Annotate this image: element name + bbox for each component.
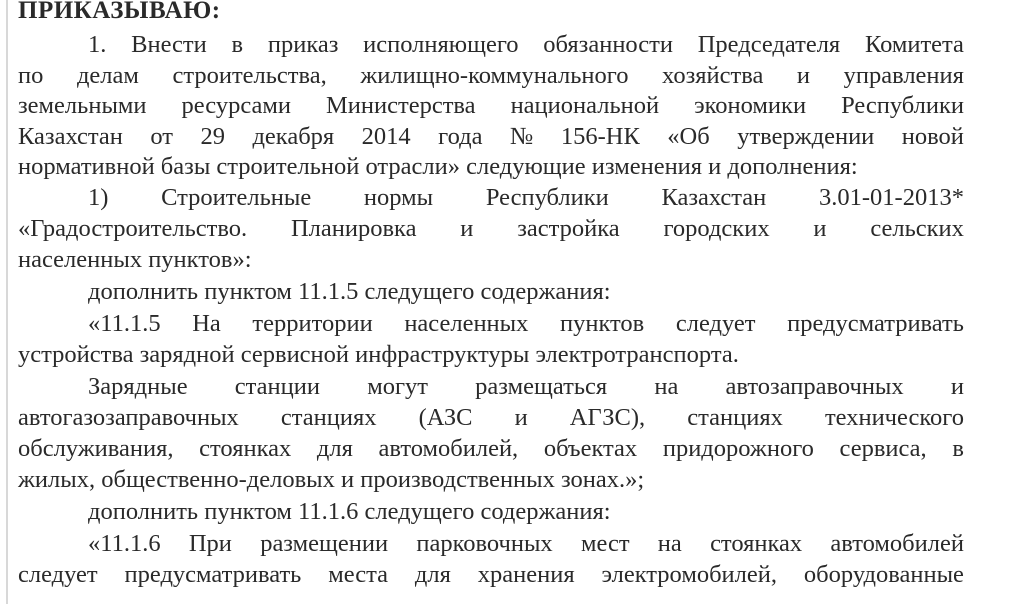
line-word: сервиса, [839,435,927,462]
line-word: 1) [88,184,109,211]
line-word: Казахстан [18,123,123,150]
line-word: могут [367,373,428,400]
line-word: размещении [260,530,389,557]
line-word: обслуживания, [18,435,174,462]
line-word: придорожного [662,435,814,462]
line-word: ресурсами [181,92,291,119]
line-word: от [150,123,173,150]
line-word: населенных [404,310,529,337]
line-word: декабря [252,123,335,150]
line-word: 29 [200,123,225,150]
paragraph-line: устройства зарядной сервисной инфраструктуры электротранспорта. [18,341,739,368]
paragraph-line: жилых, общественно-деловых и производственных зонах.»; [18,466,645,493]
line-word: стоянках [199,435,292,462]
line-word: АГЗС), [569,404,646,431]
line-word: При [188,530,232,557]
line-word: нормы [363,184,434,211]
line-word: технического [824,404,964,431]
line-word: территории [252,310,373,337]
line-word: жилищно-коммунального [360,62,629,89]
line-word: управления [843,62,964,89]
line-word: предусматривать [787,310,964,337]
line-word: № [509,123,534,150]
line-word: Республики [841,92,964,119]
line-word: 1. [88,31,107,58]
line-word: и [460,215,474,242]
line-word: следует [675,310,756,337]
paragraph-line: дополнить пунктом 11.1.6 следущего содержания: [88,498,611,525]
line-word: станциях [687,404,783,431]
line-word: строительства, [172,62,327,89]
line-word: «11.1.6 [88,530,161,557]
paragraph-line [18,403,964,433]
line-word: Внести [131,31,207,58]
paragraph-line [18,91,964,121]
line-word: Казахстан [661,184,767,211]
line-word: станциях [280,404,377,431]
line-word: На [192,310,221,337]
paragraph-line [88,309,964,339]
paragraph-line [18,61,964,91]
line-word: сельских [870,215,964,242]
line-word: хозяйства [662,62,764,89]
line-word: стоянках [710,530,803,557]
line-word: автозаправочных [725,373,904,400]
line-word: и [813,215,827,242]
line-word: следует [18,561,98,588]
line-word: для [414,561,451,588]
line-word: станции [234,373,320,400]
line-word: и [950,373,964,400]
line-word: в [231,31,244,58]
paragraph-line: дополнить пунктом 11.1.5 следущего содержания: [88,278,611,305]
line-word: Планировка [290,215,417,242]
line-word: национальной [510,92,660,119]
line-word: Строительные [161,184,312,211]
line-word: городских [663,215,770,242]
line-word: электромобилей, [601,561,778,588]
line-word: утверждении [737,123,875,150]
paragraph-line [18,434,964,464]
paragraph-line [18,214,964,244]
line-word: обязанности [543,31,673,58]
page-edge-rule [6,0,8,604]
paragraph-line: нормативной базы строительной отрасли» следующие изменения и дополнения: [18,153,858,180]
paragraph-line [88,183,964,213]
line-word: в [952,435,964,462]
line-word: автомобилей [830,530,964,557]
line-word: оборудованные [803,561,964,588]
paragraph-line [88,529,964,559]
line-word: исполняющего [363,31,519,58]
line-word: экономики [694,92,807,119]
line-word: Зарядные [88,373,188,400]
line-word: и [796,62,811,89]
line-word: Министерства [326,92,476,119]
line-word: хранения [477,561,575,588]
line-word: Республики [485,184,609,211]
line-word: автомобилей, [378,435,519,462]
line-word: «11.1.5 [88,310,161,337]
line-word: Председателя [697,31,841,58]
line-word: делам [76,62,139,89]
line-word: объектах [543,435,638,462]
line-word: земельными [18,92,147,119]
paragraph-line [88,372,964,402]
line-word: размещаться [475,373,608,400]
line-word: «Градостроительство. [18,215,248,242]
line-word: «Об [667,123,710,150]
line-word: парковочных [416,530,553,557]
line-word: застройка [517,215,620,242]
line-word: на [657,530,682,557]
line-word: 156-НК [560,123,640,150]
line-word: предусматривать [124,561,302,588]
line-word: по [18,62,44,89]
line-word: пунктов [560,310,645,337]
line-word: места [328,561,388,588]
line-word: (АЗС [418,404,473,431]
paragraph-line: населенных пунктов»: [18,246,252,273]
paragraph-line [18,122,964,152]
line-word: 3.01-01-2013* [819,184,964,211]
line-word: приказ [267,31,339,58]
line-word: года [438,123,483,150]
line-word: Комитета [864,31,964,58]
line-word: новой [901,123,964,150]
paragraph-line [88,30,964,60]
line-word: 2014 [361,123,411,150]
paragraph-line [18,560,964,590]
line-word: мест [580,530,630,557]
line-word: автогазозаправочных [18,404,239,431]
line-word: и [514,404,528,431]
line-word: на [654,373,679,400]
order-heading: ПРИКАЗЫВАЮ: [18,0,221,24]
line-word: для [316,435,353,462]
